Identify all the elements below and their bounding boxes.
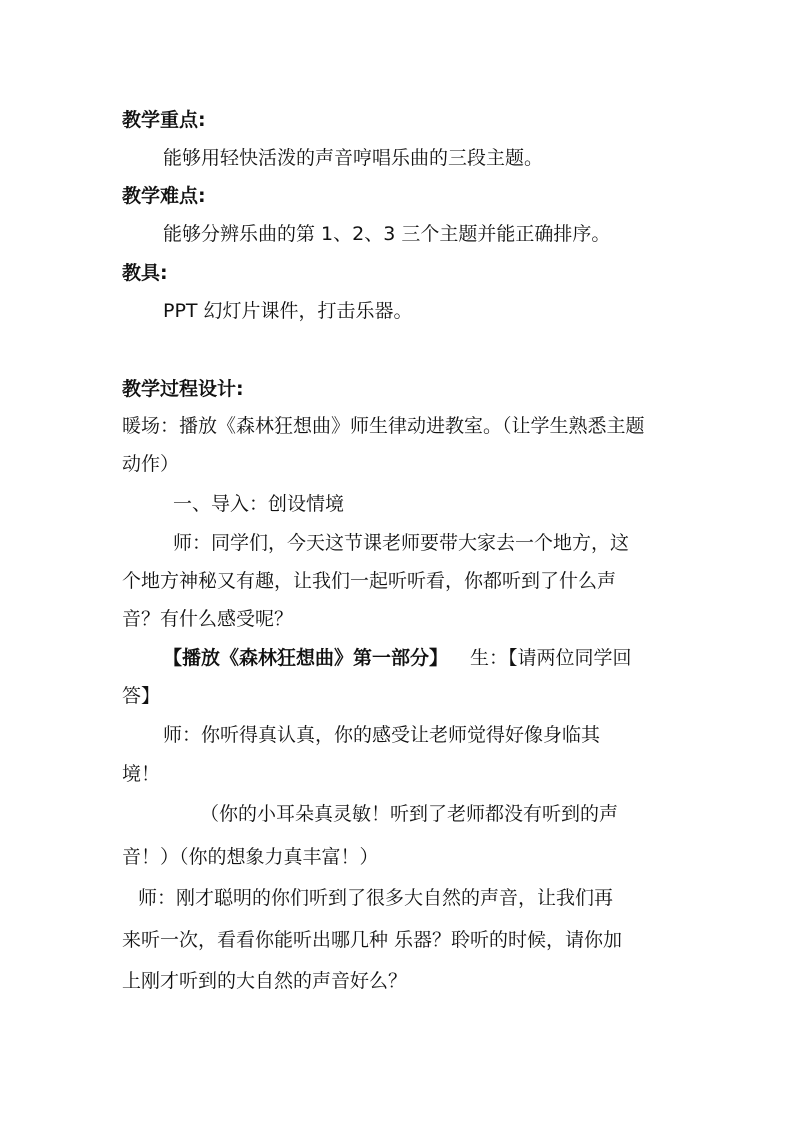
paragraph-5-line-3: 上刚才听到的大自然的声音好么？ [122, 970, 408, 992]
paragraph-3-line-1: 师：你听得真认真，你的感受让老师觉得好像身临其 [163, 724, 601, 746]
key-points-heading: 教学重点: [122, 109, 206, 131]
warmup-line-2: 动作） [122, 453, 180, 475]
paragraph-5-line-2: 来听一次，看看你能听出哪几种 乐器？聆听的时候，请你加 [122, 929, 623, 951]
tools-heading: 教具: [122, 262, 168, 284]
process-heading: 教学过程设计: [122, 378, 244, 400]
paragraph-4-line-2: 音！）（你的想象力真丰富！） [122, 846, 379, 868]
paragraph-1-line-1: 师：同学们，今天这节课老师要带大家去一个地方，这 [173, 532, 630, 554]
paragraph-3-line-2: 境！ [122, 763, 161, 785]
key-points-text: 能够用轻快活泼的声音哼唱乐曲的三段主题。 [163, 147, 544, 169]
paragraph-4-line-1: （你的小耳朵真灵敏！听到了老师都没有听到的声 [200, 803, 619, 825]
section-1-title: 一、导入：创设情境 [173, 493, 345, 515]
tools-text: PPT 幻灯片课件，打击乐器。 [163, 300, 413, 322]
warmup-line-1: 暖场：播放《森林狂想曲》师生律动进教室。（让学生熟悉主题 [122, 415, 645, 437]
paragraph-2-rest: 生：【请两位同学回 [470, 647, 632, 669]
difficulty-heading: 教学难点: [122, 185, 206, 207]
paragraph-1-line-3: 音？有什么感受呢？ [122, 608, 294, 630]
paragraph-2-line-2: 答】 [122, 685, 161, 707]
paragraph-5-line-1: 师：刚才聪明的你们听到了很多大自然的声音，让我们再 [138, 887, 614, 909]
paragraph-1-line-2: 个地方神秘又有趣，让我们一起听听看，你都听到了什么声 [122, 570, 617, 592]
paragraph-2-bold: 【播放《森林狂想曲》第一部分】 [163, 647, 449, 669]
difficulty-text: 能够分辨乐曲的第 1、2、3 三个主题并能正确排序。 [163, 223, 611, 245]
